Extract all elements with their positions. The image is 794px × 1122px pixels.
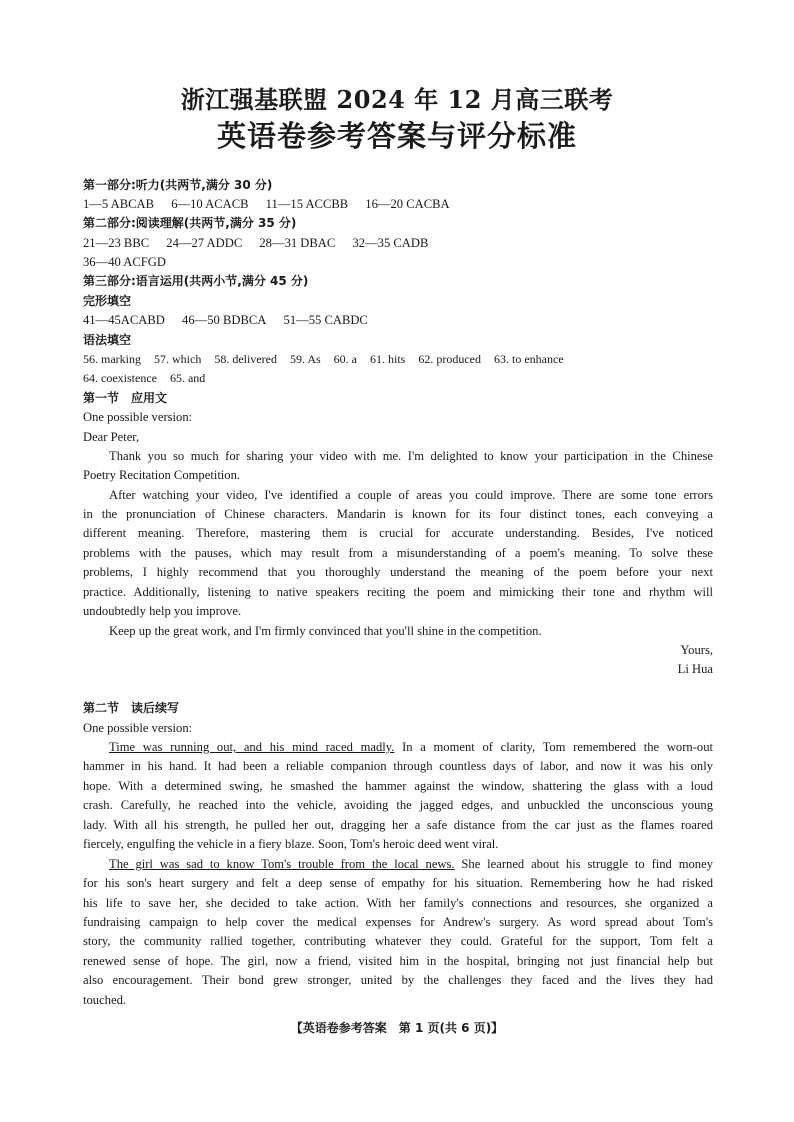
story-line: story, the community rallied together, contributing whatever they could. Grateful for the support, Tom felt a xyxy=(83,934,713,948)
part1-heading: 第一部分:听力(共两节,满分 30 分) xyxy=(83,178,273,192)
part2-heading: 第二部分:阅读理解(共两节,满分 35 分) xyxy=(83,216,297,230)
answer-group: 46—50 BDBCA xyxy=(182,313,267,327)
grammar-answers-row2 xyxy=(83,369,713,389)
paragraph1-opening-sentence: Time was running out, and his mind raced madly. xyxy=(109,740,395,754)
answer-group: 1—5 ABCAB xyxy=(83,197,155,211)
grammar-answers-row xyxy=(83,350,713,370)
letter-line: undoubtedly help you improve. xyxy=(83,604,242,618)
answer-group: 28—31 DBAC xyxy=(259,236,336,250)
letter-closing: Yours, xyxy=(680,643,713,657)
writing1-version: One possible version: xyxy=(83,410,193,424)
answer-item: 62. produced xyxy=(418,352,481,366)
story-line: also encouragement. Their bond grew stronger, united by the challenges they faced and the lives they had xyxy=(83,973,713,987)
answer-item: 60. a xyxy=(333,352,357,366)
story-line: hope. With a determined swing, he smashed the hammer against the window, shattering the glass with a loud xyxy=(83,779,713,793)
letter-line: problems, I highly recommend that you thoroughly understand the meaning of the poem before your next xyxy=(83,565,713,579)
story-line: hammer in his hand. It had been a reliable companion through countless days of labor, and now it was his only xyxy=(83,759,713,773)
answer-group: 41—45ACABD xyxy=(83,313,165,327)
letter-line: Keep up the great work, and I'm firmly convinced that you'll shine in the competition. xyxy=(109,624,542,638)
letter-line: in the pronunciation of Chinese characters. Mandarin is known for its four distinct tones, each conveying a xyxy=(83,507,713,521)
story-line xyxy=(83,738,713,758)
answer-item: 61. hits xyxy=(370,352,406,366)
answer-item: 56. marking xyxy=(83,352,141,366)
letter-line: different meaning. Therefore, mastering them is crucial for accurate understanding. Besides, I've noticed xyxy=(83,526,713,540)
page-title-line2: 英语卷参考答案与评分标准 xyxy=(216,119,577,153)
writing1-heading: 第一节 应用文 xyxy=(83,391,168,405)
story-line: fiercely, engulfing the vehicle in a fiery blaze. Soon, Tom's heroic deed went viral. xyxy=(83,837,499,851)
part2-answers-row xyxy=(83,234,713,254)
story-line: touched. xyxy=(83,993,127,1007)
story-line: lady. With all his strength, he pulled her out, dragging her a safe distance from the car just as the flames roared xyxy=(83,818,713,832)
answer-item: 64. coexistence xyxy=(83,371,157,385)
answer-group: 32—35 CADB xyxy=(352,236,429,250)
answer-item: 59. As xyxy=(289,352,321,366)
page-title-line1: 浙江强基联盟 2024 年 12 月高三联考 xyxy=(180,85,614,114)
part2-answers-row2: 36—40 ACFGD xyxy=(83,255,166,269)
letter-line: practice. Additionally, listening to native speakers reciting the poem and mimicking their tone and rhythm will xyxy=(83,585,713,599)
story-text: She learned about his struggle to find money xyxy=(454,857,713,871)
answer-item: 58. delivered xyxy=(214,352,277,366)
story-line: renewed sense of hope. The girl, now a friend, visited him in the hospital, bringing not just financial help but xyxy=(83,954,713,968)
letter-salutation: Dear Peter, xyxy=(83,430,140,444)
writing2-heading: 第二节 读后续写 xyxy=(83,701,180,715)
story-line: crash. Carefully, he reached into the vehicle, avoiding the jagged edges, and unbuckled the unconscious young xyxy=(83,798,713,812)
story-line xyxy=(83,855,713,875)
letter-line: Poetry Recitation Competition. xyxy=(83,468,241,482)
answer-group: 11—15 ACCBB xyxy=(265,197,349,211)
writing2-version: One possible version: xyxy=(83,721,193,735)
page-footer: 【英语卷参考答案 第 1 页(共 6 页)】 xyxy=(290,1021,504,1035)
story-text: In a moment of clarity, Tom remembered the worn-out xyxy=(394,740,713,754)
letter-line: Thank you so much for sharing your video with me. I'm delighted to know your participation in the Chinese xyxy=(109,449,713,463)
answer-group: 24—27 ADDC xyxy=(166,236,243,250)
answer-group: 16—20 CACBA xyxy=(365,197,450,211)
story-line: fundraising campaign to help cover the medical expenses for Andrew's surgery. As word spread about Tom's xyxy=(83,915,713,929)
story-line: for his son's heart surgery and felt a deep sense of empathy for his situation. Remembering how he had risked xyxy=(83,876,713,890)
cloze-heading: 完形填空 xyxy=(83,294,132,308)
story-line: his life to save her, she decided to take action. With her family's connections and resources, she organized a xyxy=(83,896,713,910)
paragraph2-opening-sentence: The girl was sad to know Tom's trouble from the local news. xyxy=(109,857,455,871)
cloze-answers-row xyxy=(83,311,713,331)
answer-group: 21—23 BBC xyxy=(83,236,150,250)
answer-item: 65. and xyxy=(169,371,206,385)
answer-item: 57. which xyxy=(154,352,202,366)
grammar-heading: 语法填空 xyxy=(83,333,132,347)
part1-answers-row xyxy=(83,195,713,215)
answer-item: 63. to enhance xyxy=(494,352,564,366)
letter-line: problems with the pauses, which may result from a misunderstanding of a poem's meaning. To solve these xyxy=(83,546,713,560)
part3-heading: 第三部分:语言运用(共两小节,满分 45 分) xyxy=(83,274,309,288)
answer-group: 6—10 ACACB xyxy=(171,197,249,211)
letter-signature: Li Hua xyxy=(677,662,713,676)
letter-line: After watching your video, I've identified a couple of areas you could improve. There are some tone errors xyxy=(109,488,713,502)
answer-group: 51—55 CABDC xyxy=(283,313,368,327)
